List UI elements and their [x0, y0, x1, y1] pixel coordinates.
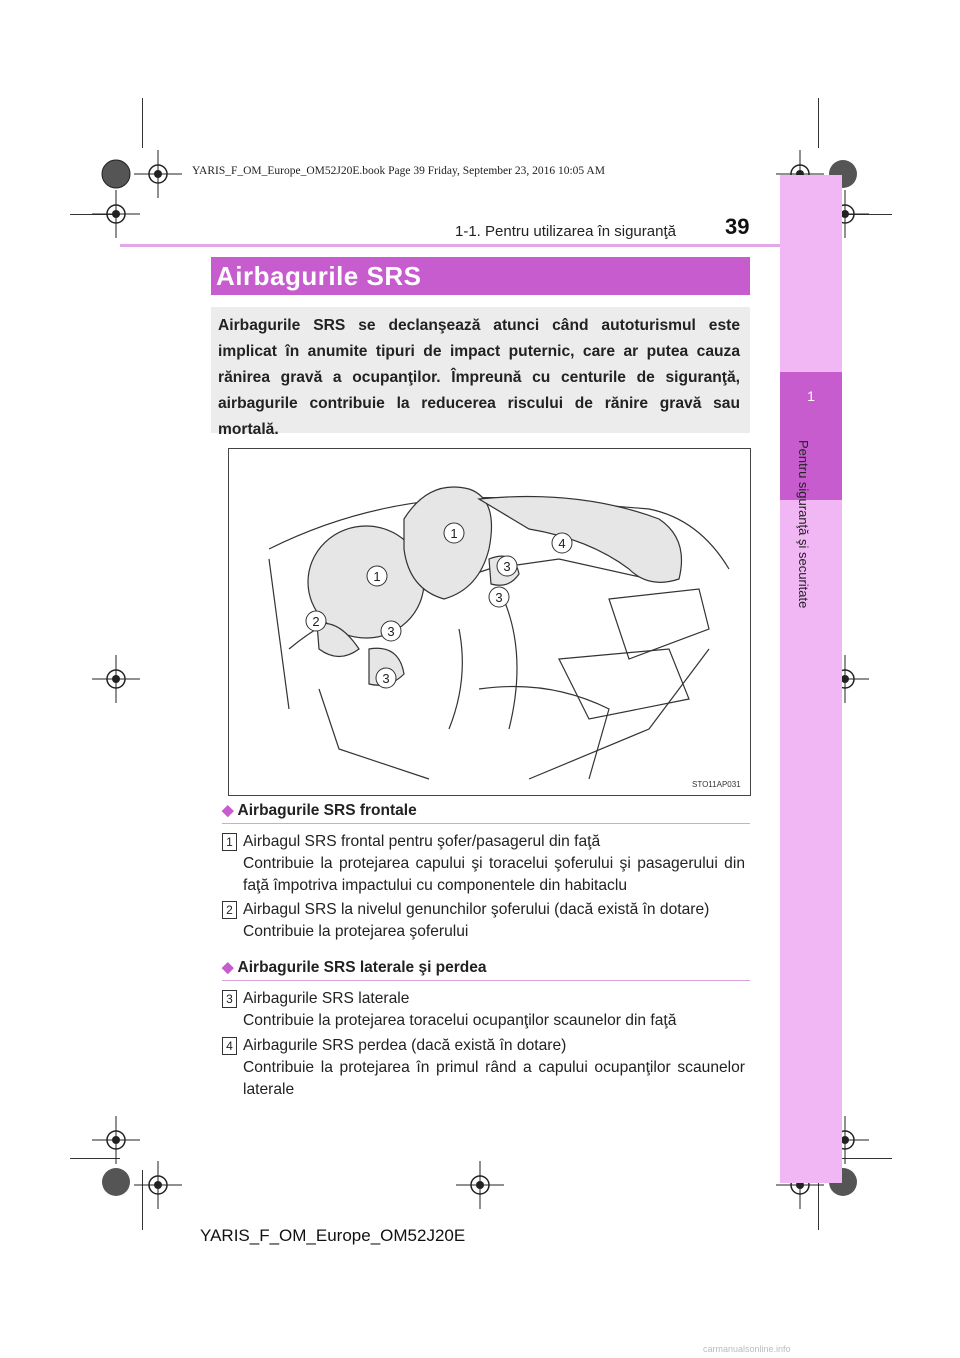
chapter-title-text: Pentru siguranţă şi securitate — [796, 440, 811, 609]
header-rule — [120, 244, 780, 247]
sub-heading-frontal — [222, 801, 417, 820]
item-title: Airbagul SRS la nivelul genunchilor şoferului (dacă există în dotare) — [243, 901, 710, 918]
list-item — [243, 831, 745, 897]
diamond-bullet-icon: ◆ — [222, 802, 234, 819]
item-description: Contribuie la protejarea toracelui ocupanţilor scaunelor din faţă — [243, 1012, 677, 1029]
car-interior-drawing — [229, 449, 750, 795]
item-description: Contribuie la protejarea capului şi toracelui şoferului şi pasagerului din faţă împotriva impactului cu componentele din habitaclu — [243, 855, 745, 894]
page-title: Airbagurile SRS — [216, 261, 422, 291]
sub-heading-text: Airbagurile SRS laterale şi perdea — [237, 959, 487, 976]
item-title: Airbagurile SRS laterale — [243, 990, 410, 1007]
callout-3: 3 — [495, 590, 503, 605]
callout-1: 1 — [450, 526, 458, 541]
footer-book-code: YARIS_F_OM_Europe_OM52J20E — [200, 1226, 466, 1245]
list-item — [243, 1035, 745, 1101]
item-title: Airbagul SRS frontal pentru şofer/pasagerul din faţă — [243, 833, 601, 850]
list-item — [243, 899, 745, 943]
item-number-badge: 2 — [222, 901, 237, 919]
list-item — [243, 988, 745, 1032]
item-number-badge: 1 — [222, 833, 237, 851]
item-description: Contribuie la protejarea în primul rând a capului ocupanţilor scaunelor laterale — [243, 1059, 745, 1098]
item-title: Airbagurile SRS perdea (dacă există în dotare) — [243, 1037, 567, 1054]
item-number-badge: 3 — [222, 990, 237, 1008]
section-header: 1-1. Pentru utilizarea în siguranţă — [455, 223, 676, 240]
intro-text: Airbagurile SRS se declanşează atunci când autoturismul este implicat în anumite tipuri de impact puternic, care ar putea cauza rănirea gravă a ocupanţilor. Împreună cu centurile de siguranţă, airbagurile contribuie la reducerea riscului de rănire gravă sau mortală. — [218, 317, 740, 438]
callout-3: 3 — [387, 624, 395, 639]
sub-heading-rule — [222, 823, 750, 824]
book-info: YARIS_F_OM_Europe_OM52J20E.book Page 39 Friday, September 23, 2016 10:05 AM — [192, 165, 605, 177]
page-number: 39 — [725, 214, 750, 239]
watermark: carmanualsonline.info — [703, 1344, 791, 1354]
sub-heading-text: Airbagurile SRS frontale — [237, 802, 417, 819]
sub-heading-rule — [222, 980, 750, 981]
airbag-illustration — [228, 448, 751, 796]
item-description: Contribuie la protejarea şoferului — [243, 923, 469, 940]
chapter-side-tab — [780, 175, 842, 1183]
figure-code: STO11AP031 — [692, 780, 741, 789]
chapter-number: 1 — [807, 388, 815, 404]
callout-3: 3 — [503, 559, 511, 574]
diamond-bullet-icon: ◆ — [222, 959, 234, 976]
callout-2: 2 — [312, 614, 320, 629]
callout-3: 3 — [382, 671, 390, 686]
item-number-badge: 4 — [222, 1037, 237, 1055]
callout-4: 4 — [558, 536, 566, 551]
passenger-front-airbag — [404, 487, 492, 599]
sub-heading-side-curtain — [222, 958, 487, 977]
callout-1: 1 — [373, 569, 381, 584]
